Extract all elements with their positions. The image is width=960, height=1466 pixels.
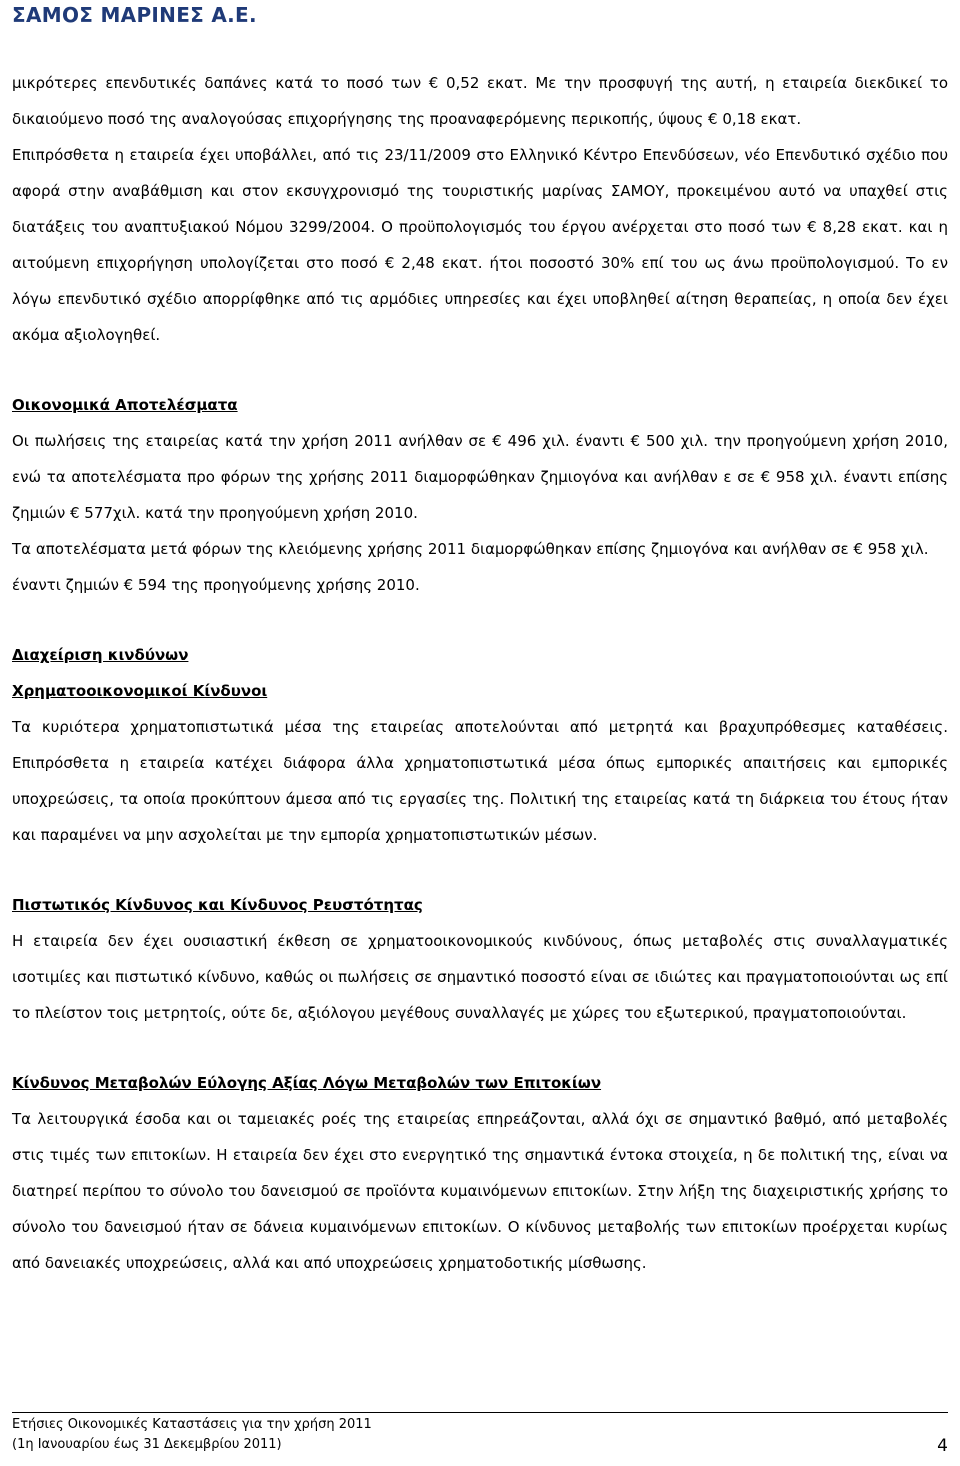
page-header: ΣΑΜΟΣ ΜΑΡΙΝΕΣ Α.Ε.	[12, 3, 257, 27]
footer-period: (1η Ιανουαρίου έως 31 Δεκεμβρίου 2011)	[12, 1437, 282, 1452]
paragraph: μικρότερες επενδυτικές δαπάνες κατά το ποσό των € 0,52 εκατ. Με την προσφυγή της αυτή, η εταιρεία διεκδικεί το δικαιούμενο ποσό της αναλογούσας επιχορήγησης της προαναφερόμενης περικοπής, ύψους € 0,18 εκατ.	[12, 74, 948, 128]
footer-title: Ετήσιες Οικονομικές Καταστάσεις για την χρήση 2011	[12, 1417, 372, 1432]
section-heading: Διαχείριση κινδύνων	[12, 646, 189, 664]
section-subheading: Χρηματοοικονομικοί Κίνδυνοι	[12, 682, 268, 700]
section-financial-results	[12, 387, 948, 603]
document-body	[12, 65, 948, 1281]
section-intro	[12, 65, 948, 353]
section-credit-liquidity-risk	[12, 887, 948, 1031]
paragraph: Τα λειτουργικά έσοδα και οι ταμειακές ροές της εταιρείας επηρεάζονται, αλλά όχι σε σημαντικό βαθμό, από μεταβολές στις τιμές των επιτοκίων. Η εταιρεία δεν έχει στο ενεργητικό της σημαντικά έντοκα στοιχεία, η δε πολιτική της, είναι να διατηρεί περίπου το σύνολο του δανεισμού σε προϊόντα κυμαινόμενων επιτοκίων. Στην λήξη της διαχειριστικής χρήσης το σύνολο του δανεισμού ήταν σε δάνεια κυμαινόμενων επιτοκίων. Ο κίνδυνος μεταβολής των επιτοκίων προέρχεται κυρίως από δανειακές υποχρεώσεις, αλλά και από υποχρεώσεις χρηματοδοτικής μίσθωσης.	[12, 1110, 948, 1272]
section-heading: Οικονομικά Αποτελέσματα	[12, 396, 238, 414]
paragraph: Τα αποτελέσματα μετά φόρων της κλειόμενης χρήσης 2011 διαμορφώθηκαν επίσης ζημιογόνα και ανήλθαν σε € 958 χιλ. έναντι ζημιών € 594 της προηγούμενης χρήσης 2010.	[12, 540, 929, 594]
section-heading: Πιστωτικός Κίνδυνος και Κίνδυνος Ρευστότητας	[12, 896, 423, 914]
section-heading: Κίνδυνος Μεταβολών Εύλογης Αξίας Λόγω Μεταβολών των Επιτοκίων	[12, 1074, 602, 1092]
page-footer	[12, 1412, 948, 1455]
paragraph: Επιπρόσθετα η εταιρεία έχει υποβάλλει, από τις 23/11/2009 στο Ελληνικό Κέντρο Επενδύσεων, νέο Επενδυτικό σχέδιο που αφορά στην αναβάθμιση και στον εκσυγχρονισμό της τουριστικής μαρίνας ΣΑΜΟΥ, προκειμένου αυτό να υπαχθεί στις διατάξεις του αναπτυξιακού Νόμου 3299/2004. Ο προϋπολογισμός του έργου ανέρχεται στο ποσό των € 8,28 εκατ. και η αιτούμενη επιχορήγηση υπολογίζεται στο ποσό € 2,48 εκατ. ήτοι ποσοστό 30% επί του ως άνω προϋπολογισμού. Το εν λόγω επενδυτικό σχέδιο απορρίφθηκε από τις αρμόδιες υπηρεσίες και έχει υποβληθεί αίτηση θεραπείας, η οποία δεν έχει ακόμα αξιολογηθεί.	[12, 146, 948, 344]
paragraph: Τα κυριότερα χρηματοπιστωτικά μέσα της εταιρείας αποτελούνται από μετρητά και βραχυπρόθεσμες καταθέσεις. Επιπρόσθετα η εταιρεία κατέχει διάφορα άλλα χρηματοπιστωτικά μέσα όπως εμπορικές απαιτήσεις και εμπορικές υποχρεώσεις, τα οποία προκύπτουν άμεσα από τις εργασίες της. Πολιτική της εταιρείας κατά τη διάρκεια του έτους ήταν και παραμένει να μην ασχολείται με την εμπορία χρηματοπιστωτικών μέσων.	[12, 718, 948, 844]
section-fair-value-interest-risk	[12, 1065, 948, 1281]
section-risk-management	[12, 637, 948, 853]
paragraph: Η εταιρεία δεν έχει ουσιαστική έκθεση σε χρηματοοικονομικούς κινδύνους, όπως μεταβολές στις συναλλαγματικές ισοτιμίες και πιστωτικό κίνδυνο, καθώς οι πωλήσεις σε σημαντικό ποσοστό είναι σε ιδιώτες και πραγματοποιούνται ως επί το πλείστον τοις μετρητοίς, ούτε δε, αξιόλογου μεγέθους συναλλαγές με χώρες του εξωτερικού, πραγματοποιούνται.	[12, 932, 948, 1022]
page-number: 4	[937, 1436, 948, 1456]
paragraph: Οι πωλήσεις της εταιρείας κατά την χρήση 2011 ανήλθαν σε € 496 χιλ. έναντι € 500 χιλ. την προηγούμενη χρήση 2010, ενώ τα αποτελέσματα προ φόρων της χρήσης 2011 διαμορφώθηκαν ζημιογόνα και ανήλθαν ε σε € 958 χιλ. έναντι επίσης ζημιών € 577χιλ. κατά την προηγούμενη χρήση 2010.	[12, 432, 948, 522]
